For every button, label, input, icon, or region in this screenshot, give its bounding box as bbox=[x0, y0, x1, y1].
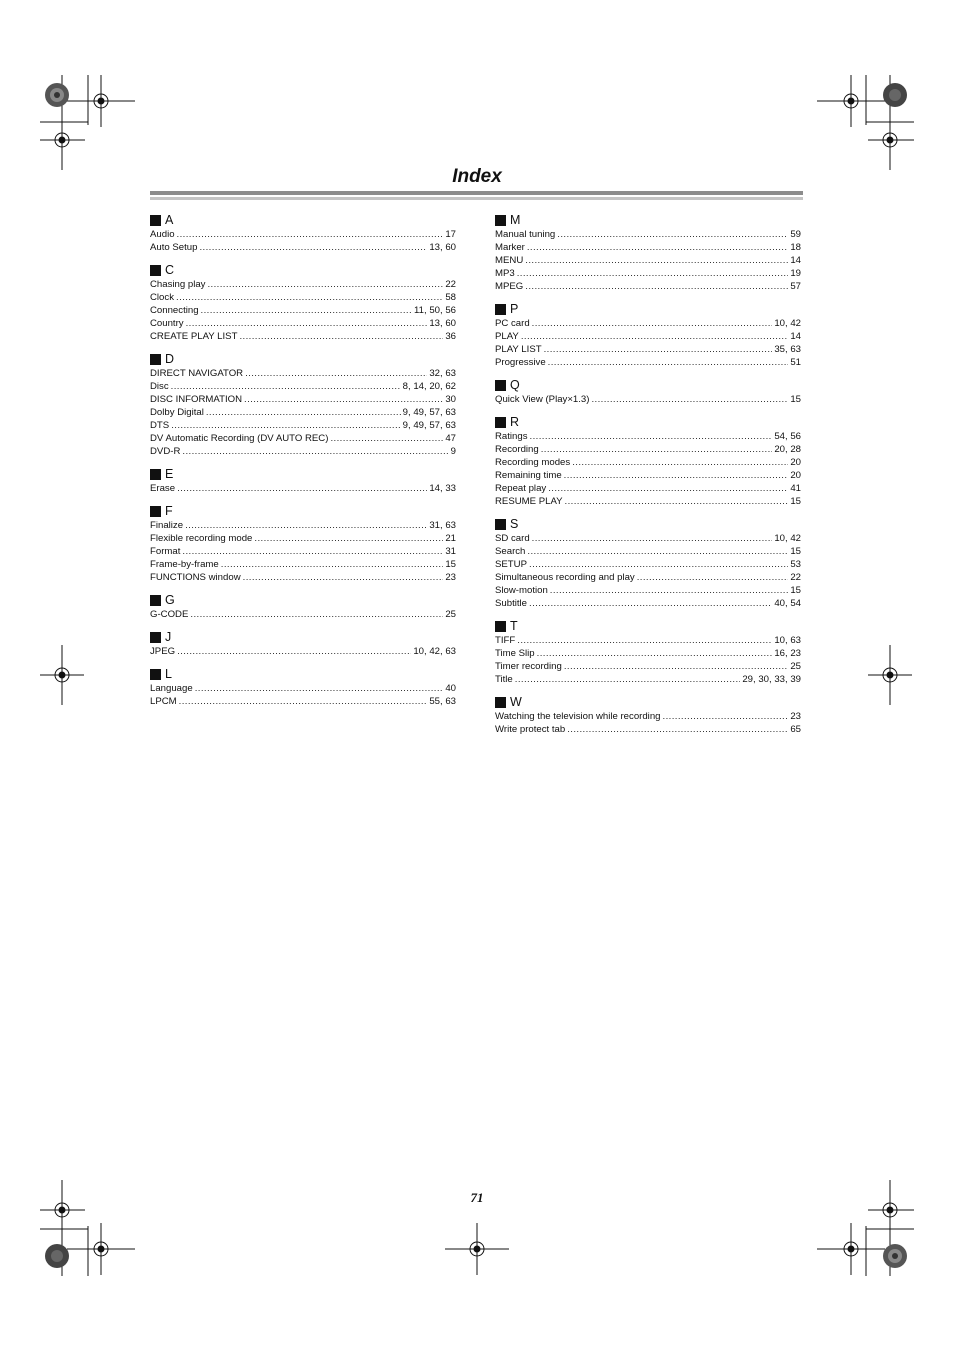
entry-pages: 15 bbox=[790, 394, 801, 405]
section-letter: W bbox=[510, 695, 522, 709]
entry-term: DV Automatic Recording (DV AUTO REC) bbox=[150, 433, 329, 444]
index-entry bbox=[150, 393, 456, 406]
dot-leader bbox=[550, 584, 789, 597]
entry-pages: 16, 23 bbox=[774, 648, 801, 659]
entry-pages: 40 bbox=[445, 683, 456, 694]
entry-pages: 22 bbox=[790, 572, 801, 583]
index-entry bbox=[495, 482, 801, 495]
entry-pages: 40, 54 bbox=[774, 598, 801, 609]
dot-leader bbox=[530, 430, 773, 443]
dot-leader bbox=[245, 367, 427, 380]
dot-leader bbox=[529, 597, 772, 610]
index-entry bbox=[495, 571, 801, 584]
entry-pages: 14, 33 bbox=[429, 483, 456, 494]
dot-leader bbox=[529, 558, 788, 571]
entry-pages: 25 bbox=[790, 661, 801, 672]
square-bullet-icon bbox=[495, 380, 506, 391]
dot-leader bbox=[557, 228, 788, 241]
page-title: Index bbox=[452, 166, 502, 187]
dot-leader bbox=[527, 241, 788, 254]
entry-pages: 13, 60 bbox=[429, 242, 456, 253]
section-heading bbox=[495, 302, 801, 316]
index-entry bbox=[150, 482, 456, 495]
index-entry bbox=[495, 647, 801, 660]
index-entry bbox=[495, 430, 801, 443]
index-entry bbox=[495, 228, 801, 241]
dot-leader bbox=[243, 571, 444, 584]
square-bullet-icon bbox=[150, 354, 161, 365]
section-heading bbox=[150, 504, 456, 518]
index-entry bbox=[495, 356, 801, 369]
entry-term: Frame-by-frame bbox=[150, 559, 219, 570]
index-column-right bbox=[495, 213, 801, 745]
entry-term: Recording bbox=[495, 444, 539, 455]
entry-term: Disc bbox=[150, 381, 169, 392]
index-entry bbox=[495, 723, 801, 736]
dot-leader bbox=[541, 443, 773, 456]
entry-pages: 23 bbox=[445, 572, 456, 583]
index-entry bbox=[495, 456, 801, 469]
index-entry bbox=[495, 558, 801, 571]
entry-term: DISC INFORMATION bbox=[150, 394, 243, 405]
index-entry bbox=[150, 241, 456, 254]
index-section-s bbox=[495, 517, 801, 610]
section-letter: F bbox=[165, 504, 173, 518]
entry-term: FUNCTIONS window bbox=[150, 572, 241, 583]
section-heading bbox=[495, 378, 801, 392]
entry-pages: 59 bbox=[790, 229, 801, 240]
title-rule bbox=[150, 191, 803, 202]
dot-leader bbox=[244, 393, 443, 406]
dot-leader bbox=[532, 532, 773, 545]
dot-leader bbox=[177, 228, 444, 241]
entry-term: Audio bbox=[150, 229, 175, 240]
square-bullet-icon bbox=[495, 621, 506, 632]
section-letter: E bbox=[165, 467, 174, 481]
square-bullet-icon bbox=[150, 669, 161, 680]
index-entry bbox=[495, 710, 801, 723]
index-section-g bbox=[150, 593, 456, 621]
dot-leader bbox=[199, 241, 427, 254]
entry-term: Time Slip bbox=[495, 648, 535, 659]
index-section-e bbox=[150, 467, 456, 495]
entry-pages: 54, 56 bbox=[774, 431, 801, 442]
dot-leader bbox=[195, 682, 444, 695]
index-entry bbox=[495, 267, 801, 280]
entry-pages: 10, 42, 63 bbox=[413, 646, 456, 657]
section-letter: T bbox=[510, 619, 518, 633]
entry-term: Remaining time bbox=[495, 470, 562, 481]
dot-leader bbox=[564, 660, 789, 673]
section-heading bbox=[495, 517, 801, 531]
index-entry bbox=[495, 317, 801, 330]
section-heading bbox=[150, 630, 456, 644]
dot-leader bbox=[254, 532, 443, 545]
entry-pages: 23 bbox=[790, 711, 801, 722]
entry-pages: 25 bbox=[445, 609, 456, 620]
dot-leader bbox=[206, 406, 401, 419]
dot-leader bbox=[532, 317, 773, 330]
section-heading bbox=[495, 415, 801, 429]
dot-leader bbox=[517, 634, 772, 647]
entry-pages: 9, 49, 57, 63 bbox=[402, 420, 456, 431]
section-letter: M bbox=[510, 213, 521, 227]
entry-term: MENU bbox=[495, 255, 524, 266]
section-heading bbox=[150, 263, 456, 277]
index-entry bbox=[150, 367, 456, 380]
index-entry bbox=[495, 254, 801, 267]
index-entry bbox=[150, 432, 456, 445]
dot-leader bbox=[565, 495, 789, 508]
entry-term: Auto Setup bbox=[150, 242, 198, 253]
entry-pages: 11, 50, 56 bbox=[414, 305, 456, 316]
index-entry bbox=[150, 406, 456, 419]
section-heading bbox=[150, 467, 456, 481]
entry-pages: 10, 63 bbox=[774, 635, 801, 646]
entry-term: Title bbox=[495, 674, 513, 685]
entry-pages: 35, 63 bbox=[774, 344, 801, 355]
dot-leader bbox=[182, 445, 448, 458]
dot-leader bbox=[201, 304, 412, 317]
entry-pages: 14 bbox=[790, 331, 801, 342]
entry-term: TIFF bbox=[495, 635, 516, 646]
dot-leader bbox=[171, 419, 400, 432]
dot-leader bbox=[544, 343, 773, 356]
entry-term: PLAY bbox=[495, 331, 519, 342]
dot-leader bbox=[521, 330, 789, 343]
entry-term: Quick View (Play×1.3) bbox=[495, 394, 590, 405]
section-letter: R bbox=[510, 415, 520, 429]
section-heading bbox=[495, 695, 801, 709]
entry-term: Chasing play bbox=[150, 279, 206, 290]
entry-term: Clock bbox=[150, 292, 174, 303]
entry-pages: 9, 49, 57, 63 bbox=[402, 407, 456, 418]
entry-pages: 10, 42 bbox=[774, 533, 801, 544]
entry-pages: 57 bbox=[790, 281, 801, 292]
dot-leader bbox=[185, 519, 427, 532]
index-entry bbox=[495, 280, 801, 293]
entry-pages: 41 bbox=[790, 483, 801, 494]
entry-term: Finalize bbox=[150, 520, 184, 531]
entry-pages: 17 bbox=[445, 229, 456, 240]
entry-term: Format bbox=[150, 546, 181, 557]
index-entry bbox=[495, 532, 801, 545]
square-bullet-icon bbox=[150, 215, 161, 226]
section-letter: A bbox=[165, 213, 174, 227]
entry-term: Flexible recording mode bbox=[150, 533, 253, 544]
index-entry bbox=[150, 545, 456, 558]
index-entry bbox=[150, 519, 456, 532]
dot-leader bbox=[572, 456, 788, 469]
entry-term: Language bbox=[150, 683, 193, 694]
index-entry bbox=[150, 682, 456, 695]
dot-leader bbox=[182, 545, 443, 558]
entry-pages: 20 bbox=[790, 470, 801, 481]
dot-leader bbox=[239, 330, 443, 343]
section-letter: P bbox=[510, 302, 519, 316]
index-entry bbox=[150, 330, 456, 343]
section-letter: D bbox=[165, 352, 175, 366]
entry-pages: 22 bbox=[445, 279, 456, 290]
square-bullet-icon bbox=[495, 215, 506, 226]
entry-term: Manual tuning bbox=[495, 229, 556, 240]
entry-pages: 36 bbox=[445, 331, 456, 342]
dot-leader bbox=[637, 571, 789, 584]
index-section-j bbox=[150, 630, 456, 658]
dot-leader bbox=[663, 710, 789, 723]
entry-term: CREATE PLAY LIST bbox=[150, 331, 238, 342]
index-section-d bbox=[150, 352, 456, 458]
entry-pages: 14 bbox=[790, 255, 801, 266]
entry-pages: 47 bbox=[445, 433, 456, 444]
dot-leader bbox=[171, 380, 401, 393]
entry-pages: 65 bbox=[790, 724, 801, 735]
entry-pages: 55, 63 bbox=[429, 696, 456, 707]
index-entry bbox=[150, 571, 456, 584]
entry-pages: 20 bbox=[790, 457, 801, 468]
index-entry bbox=[150, 445, 456, 458]
index-section-t bbox=[495, 619, 801, 686]
index-section-f bbox=[150, 504, 456, 584]
entry-term: Slow-motion bbox=[495, 585, 548, 596]
dot-leader bbox=[190, 608, 443, 621]
index-entry bbox=[150, 278, 456, 291]
entry-pages: 21 bbox=[445, 533, 456, 544]
square-bullet-icon bbox=[495, 697, 506, 708]
entry-pages: 51 bbox=[790, 357, 801, 368]
index-entry bbox=[150, 608, 456, 621]
index-entry bbox=[495, 443, 801, 456]
entry-pages: 58 bbox=[445, 292, 456, 303]
entry-term: Marker bbox=[495, 242, 525, 253]
section-heading bbox=[495, 619, 801, 633]
section-letter: Q bbox=[510, 378, 520, 392]
entry-term: Search bbox=[495, 546, 526, 557]
entry-term: Subtitle bbox=[495, 598, 527, 609]
entry-term: PC card bbox=[495, 318, 530, 329]
entry-term: LPCM bbox=[150, 696, 177, 707]
dot-leader bbox=[537, 647, 773, 660]
entry-term: Simultaneous recording and play bbox=[495, 572, 635, 583]
entry-pages: 53 bbox=[790, 559, 801, 570]
square-bullet-icon bbox=[150, 506, 161, 517]
section-heading bbox=[150, 667, 456, 681]
index-entry bbox=[150, 291, 456, 304]
entry-pages: 9 bbox=[450, 446, 456, 457]
entry-pages: 20, 28 bbox=[774, 444, 801, 455]
entry-term: MPEG bbox=[495, 281, 524, 292]
index-section-r bbox=[495, 415, 801, 508]
section-heading bbox=[150, 213, 456, 227]
index-entry bbox=[150, 695, 456, 708]
index-entry bbox=[150, 645, 456, 658]
entry-pages: 13, 60 bbox=[429, 318, 456, 329]
square-bullet-icon bbox=[150, 595, 161, 606]
entry-term: SETUP bbox=[495, 559, 527, 570]
index-section-a bbox=[150, 213, 456, 254]
square-bullet-icon bbox=[150, 265, 161, 276]
index-entry bbox=[495, 393, 801, 406]
entry-term: Recording modes bbox=[495, 457, 571, 468]
entry-pages: 31 bbox=[445, 546, 456, 557]
index-entry bbox=[495, 584, 801, 597]
entry-term: MP3 bbox=[495, 268, 515, 279]
index-entry bbox=[495, 330, 801, 343]
entry-term: DVD-R bbox=[150, 446, 181, 457]
entry-pages: 30 bbox=[445, 394, 456, 405]
dot-leader bbox=[177, 645, 411, 658]
section-heading bbox=[495, 213, 801, 227]
index-entry bbox=[150, 419, 456, 432]
index-entry bbox=[150, 558, 456, 571]
index-section-p bbox=[495, 302, 801, 369]
entry-pages: 31, 63 bbox=[429, 520, 456, 531]
entry-term: Connecting bbox=[150, 305, 199, 316]
dot-leader bbox=[548, 356, 789, 369]
index-entry bbox=[150, 317, 456, 330]
index-section-l bbox=[150, 667, 456, 708]
entry-pages: 19 bbox=[790, 268, 801, 279]
section-heading bbox=[150, 352, 456, 366]
index-section-c bbox=[150, 263, 456, 343]
entry-pages: 15 bbox=[445, 559, 456, 570]
index-entry bbox=[495, 241, 801, 254]
section-letter: J bbox=[165, 630, 172, 644]
entry-term: Timer recording bbox=[495, 661, 562, 672]
section-letter: C bbox=[165, 263, 175, 277]
entry-pages: 15 bbox=[790, 546, 801, 557]
index-section-q bbox=[495, 378, 801, 406]
square-bullet-icon bbox=[150, 632, 161, 643]
index-entry bbox=[150, 532, 456, 545]
dot-leader bbox=[591, 393, 788, 406]
entry-pages: 18 bbox=[790, 242, 801, 253]
entry-term: Watching the television while recording bbox=[495, 711, 661, 722]
entry-term: Erase bbox=[150, 483, 176, 494]
index-entry bbox=[495, 673, 801, 686]
dot-leader bbox=[525, 280, 788, 293]
dot-leader bbox=[176, 291, 443, 304]
square-bullet-icon bbox=[495, 519, 506, 530]
page-number: 71 bbox=[470, 1190, 484, 1205]
entry-pages: 10, 42 bbox=[774, 318, 801, 329]
entry-term: Repeat play bbox=[495, 483, 547, 494]
index-entry bbox=[495, 597, 801, 610]
index-section-w bbox=[495, 695, 801, 736]
entry-term: JPEG bbox=[150, 646, 176, 657]
entry-term: RESUME PLAY bbox=[495, 496, 563, 507]
dot-leader bbox=[330, 432, 443, 445]
square-bullet-icon bbox=[495, 304, 506, 315]
dot-leader bbox=[548, 482, 788, 495]
dot-leader bbox=[207, 278, 443, 291]
index-entry bbox=[150, 228, 456, 241]
section-letter: L bbox=[165, 667, 172, 681]
entry-term: Country bbox=[150, 318, 184, 329]
index-entry bbox=[495, 343, 801, 356]
dot-leader bbox=[564, 469, 789, 482]
entry-term: PLAY LIST bbox=[495, 344, 542, 355]
index-entry bbox=[495, 469, 801, 482]
dot-leader bbox=[567, 723, 788, 736]
square-bullet-icon bbox=[150, 469, 161, 480]
entry-term: Ratings bbox=[495, 431, 528, 442]
entry-pages: 29, 30, 33, 39 bbox=[742, 674, 801, 685]
index-entry bbox=[495, 660, 801, 673]
dot-leader bbox=[186, 317, 428, 330]
dot-leader bbox=[179, 695, 428, 708]
dot-leader bbox=[527, 545, 788, 558]
section-letter: G bbox=[165, 593, 175, 607]
entry-pages: 32, 63 bbox=[429, 368, 456, 379]
dot-leader bbox=[517, 267, 789, 280]
index-section-m bbox=[495, 213, 801, 293]
index-column-left bbox=[150, 213, 456, 717]
index-entry bbox=[150, 380, 456, 393]
entry-pages: 8, 14, 20, 62 bbox=[402, 381, 456, 392]
entry-pages: 15 bbox=[790, 585, 801, 596]
dot-leader bbox=[221, 558, 444, 571]
entry-term: G-CODE bbox=[150, 609, 189, 620]
index-entry bbox=[495, 495, 801, 508]
entry-term: DIRECT NAVIGATOR bbox=[150, 368, 244, 379]
dot-leader bbox=[525, 254, 788, 267]
entry-term: Write protect tab bbox=[495, 724, 566, 735]
entry-term: DTS bbox=[150, 420, 170, 431]
section-letter: S bbox=[510, 517, 519, 531]
index-entry bbox=[495, 634, 801, 647]
dot-leader bbox=[177, 482, 427, 495]
entry-term: SD card bbox=[495, 533, 530, 544]
entry-term: Dolby Digital bbox=[150, 407, 204, 418]
entry-term: Progressive bbox=[495, 357, 546, 368]
entry-pages: 15 bbox=[790, 496, 801, 507]
square-bullet-icon bbox=[495, 417, 506, 428]
section-heading bbox=[150, 593, 456, 607]
index-entry bbox=[495, 545, 801, 558]
index-entry bbox=[150, 304, 456, 317]
dot-leader bbox=[515, 673, 741, 686]
